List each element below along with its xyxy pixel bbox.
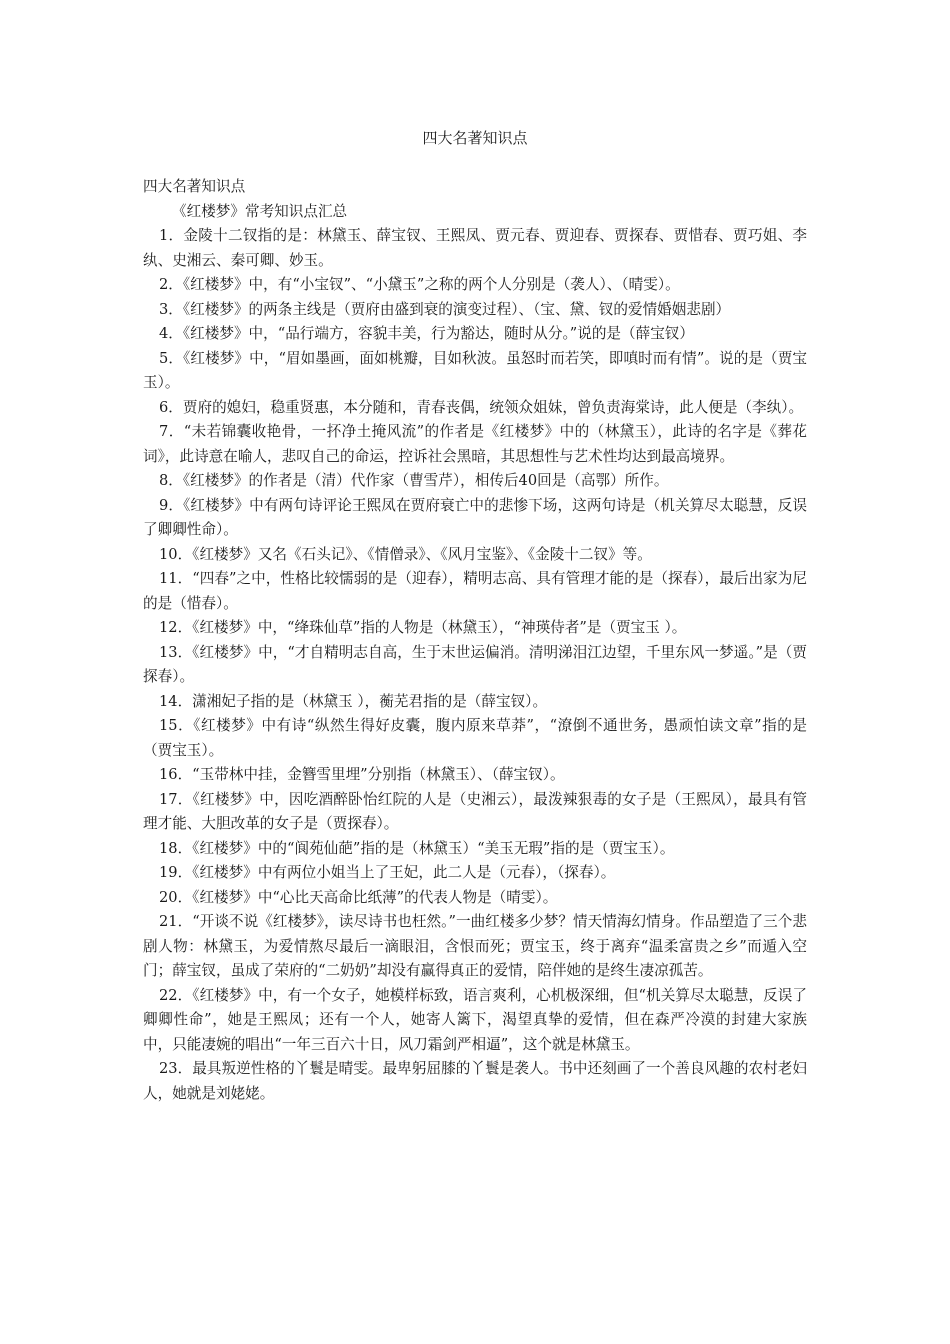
knowledge-point-16: 16．“玉带林中挂，金簪雪里埋”分别指（林黛玉）、（薛宝钗）。 (159, 766, 565, 783)
knowledge-point-list (143, 224, 807, 1106)
knowledge-point-22: 22．《红楼梦》中，有一个女子，她模样标致，语言爽利，心机极深细，但“机关算尽太聪慧，反误了卿卿性命”，她是王熙凤；还有一个人，她寄人篱下，渴望真挚的爱情，但在森严冷漠的封建大家族中，只能凄婉的唱出“一年三百六十日，风刀霜剑严相逼”，这个就是林黛玉。 (143, 986, 807, 1053)
knowledge-point-7: 7．“未若锦囊收艳骨，一抔净土掩风流”的作者是《红楼梦》中的（林黛玉），此诗的名字是《葬花词》，此诗意在喻人，悲叹自己的命运，控诉社会黑暗，其思想性与艺术性均达到最高境界。 (143, 423, 807, 465)
knowledge-point-18: 18．《红楼梦》中的“阆苑仙葩”指的是（林黛玉）“美玉无瑕”指的是（贾宝玉）。 (159, 839, 675, 857)
section-subheading: 《红楼梦》常考知识点汇总 (172, 202, 348, 220)
knowledge-point-14: 14．潇湘妃子指的是（林黛玉 ），蘅芜君指的是（薛宝钗）。 (159, 692, 548, 710)
knowledge-point-2: 2．《红楼梦》中，有“小宝钗”、“小黛玉”之称的两个人分别是（袭人）、（晴雯）。 (159, 276, 680, 293)
knowledge-point-1: 1．金陵十二钗指的是：林黛玉、薛宝钗、王熙凤、贾元春、贾迎春、贾探春、贾惜春、贾巧姐、李纨、史湘云、秦可卿、妙玉。 (143, 227, 807, 269)
knowledge-point-10: 10．《红楼梦》又名《石头记》、《情僧录》、《风月宝鉴》、《金陵十二钗》等。 (159, 545, 652, 563)
knowledge-point-6: 6．贾府的媳妇，稳重贤惠，本分随和，青春丧偶，统领众姐妹，曾负责海棠诗，此人便是（李纨）。 (159, 398, 804, 416)
knowledge-point-9: 9．《红楼梦》中有两句诗评论王熙凤在贾府衰亡中的悲惨下场，这两句诗是（机关算尽太聪慧，反误了卿卿性命）。 (143, 496, 807, 538)
knowledge-point-15: 15．《红楼梦》中有诗“纵然生得好皮囊，腹内原来草莽”，“潦倒不通世务，愚顽怕读文章”指的是（贾宝玉）。 (143, 717, 807, 759)
knowledge-point-21: 21．“开谈不说《红楼梦》，读尽诗书也枉然。”一曲红楼多少梦？情天情海幻情身。作品塑造了三个悲剧人物：林黛玉，为爱情熬尽最后一滴眼泪，含恨而死；贾宝玉，终于离弃“温柔富贵之乡”而遁入空门；薛宝钗，虽成了荣府的“二奶奶”却没有赢得真正的爱情，陪伴她的是终生凄凉孤苦。 (143, 913, 807, 979)
knowledge-point-5: 5．《红楼梦》中，“眉如墨画，面如桃瓣，目如秋波。虽怒时而若笑，即嗔时而有情”。说的是（贾宝玉）。 (143, 349, 807, 391)
knowledge-point-19: 19．《红楼梦》中有两位小姐当上了王妃，此二人是（元春），（探春）。 (159, 864, 616, 881)
knowledge-point-13: 13．《红楼梦》中，“才自精明志自高，生于末世运偏消。清明涕泪江边望，千里东风一梦遥。”是（贾探春）。 (143, 643, 807, 685)
knowledge-point-3: 3．《红楼梦》的两条主线是（贾府由盛到衰的演变过程）、（宝、黛、钗的爱情婚姻悲剧） (159, 300, 731, 318)
document-title: 四大名著知识点 (422, 129, 528, 147)
section-heading: 四大名著知识点 (143, 178, 246, 195)
knowledge-point-23: 23．最具叛逆性格的丫鬟是晴雯。最卑躬屈膝的丫鬟是袭人。书中还刻画了一个善良风趣的农村老妇人，她就是刘姥姥。 (143, 1060, 807, 1102)
document-body (143, 175, 807, 1106)
knowledge-point-8: 8．《红楼梦》的作者是（清）代作家（曹雪芹），相传后40回是（高鄂）所作。 (159, 472, 669, 489)
knowledge-point-20: 20．《红楼梦》中“心比天高命比纸薄”的代表人物是（晴雯）。 (159, 888, 558, 906)
knowledge-point-12: 12．《红楼梦》中，“绛珠仙草”指的人物是（林黛玉），“神瑛侍者”是（贾宝玉 ）。 (159, 619, 687, 636)
knowledge-point-4: 4．《红楼梦》中，“品行端方，容貌丰美，行为豁达，随时从分。”说的是（薛宝钗） (159, 325, 694, 342)
knowledge-point-17: 17．《红楼梦》中，因吃酒醉卧怡红院的人是（史湘云），最泼辣狠毒的女子是（王熙凤），最具有管理才能、大胆改革的女子是（贾探春）。 (143, 790, 807, 832)
knowledge-point-11: 11．“四春”之中，性格比较懦弱的是（迎春），精明志高、具有管理才能的是（探春），最后出家为尼的是（惜春）。 (143, 570, 807, 612)
